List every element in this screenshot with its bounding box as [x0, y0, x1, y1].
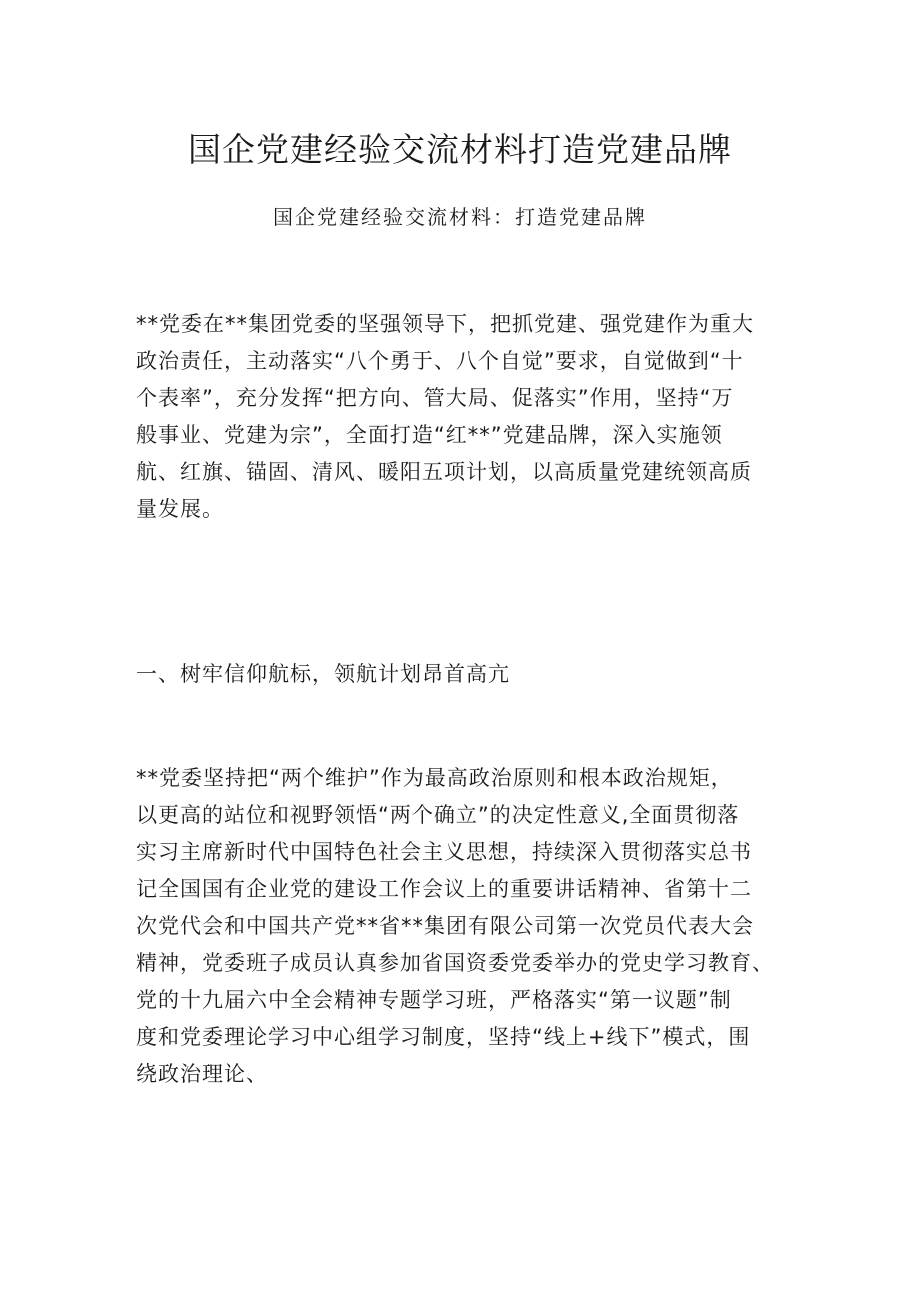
- paragraph-line: 绕政治理论、: [136, 1062, 268, 1086]
- paragraph-line: 记全国国有企业党的建设工作会议上的重要讲话精神、省第十二: [136, 877, 752, 901]
- section-paragraph: [136, 760, 796, 1093]
- paragraph-line: 般事业、党建为宗”，全面打造“红**”党建品牌，深入实施领: [136, 423, 723, 447]
- section-heading: 一、树牢信仰航标，领航计划昂首高亢: [136, 662, 510, 686]
- document-title: 国企党建经验交流材料打造党建品牌: [188, 130, 732, 169]
- paragraph-line: 政治责任，主动落实“八个勇于、八个自觉”要求，自觉做到“十: [136, 349, 744, 373]
- paragraph-line: 航、红旗、锚固、清风、暖阳五项计划，以高质量党建统领高质: [136, 460, 752, 484]
- document-subtitle: 国企党建经验交流材料：打造党建品牌: [273, 205, 647, 229]
- paragraph-line: **党委在**集团党委的坚强领导下，把抓党建、强党建作为重大: [136, 312, 754, 336]
- paragraph-line: 精神，党委班子成员认真参加省国资委党委举办的党史学习教育、: [136, 951, 774, 975]
- paragraph-line: 个表率”，充分发挥“把方向、管大局、促落实”作用，坚持“万: [136, 386, 734, 410]
- paragraph-line: 度和党委理论学习中心组学习制度，坚持“线上+线下”模式，围: [136, 1025, 751, 1049]
- paragraph-line: 以更高的站位和视野领悟“两个确立”的决定性意义,全面贯彻落: [136, 803, 740, 827]
- paragraph-line: 党的十九届六中全会精神专题学习班，严格落实“第一议题”制: [136, 988, 732, 1012]
- paragraph-line: 次党代会和中国共产党**省**集团有限公司第一次党员代表大会: [136, 914, 754, 938]
- paragraph-line: **党委坚持把“两个维护”作为最高政治原则和根本政治规矩，: [136, 766, 733, 790]
- paragraph-line: 量发展。: [136, 497, 224, 521]
- intro-paragraph: [136, 306, 796, 528]
- paragraph-line: 实习主席新时代中国特色社会主义思想，持续深入贯彻落实总书: [136, 840, 752, 864]
